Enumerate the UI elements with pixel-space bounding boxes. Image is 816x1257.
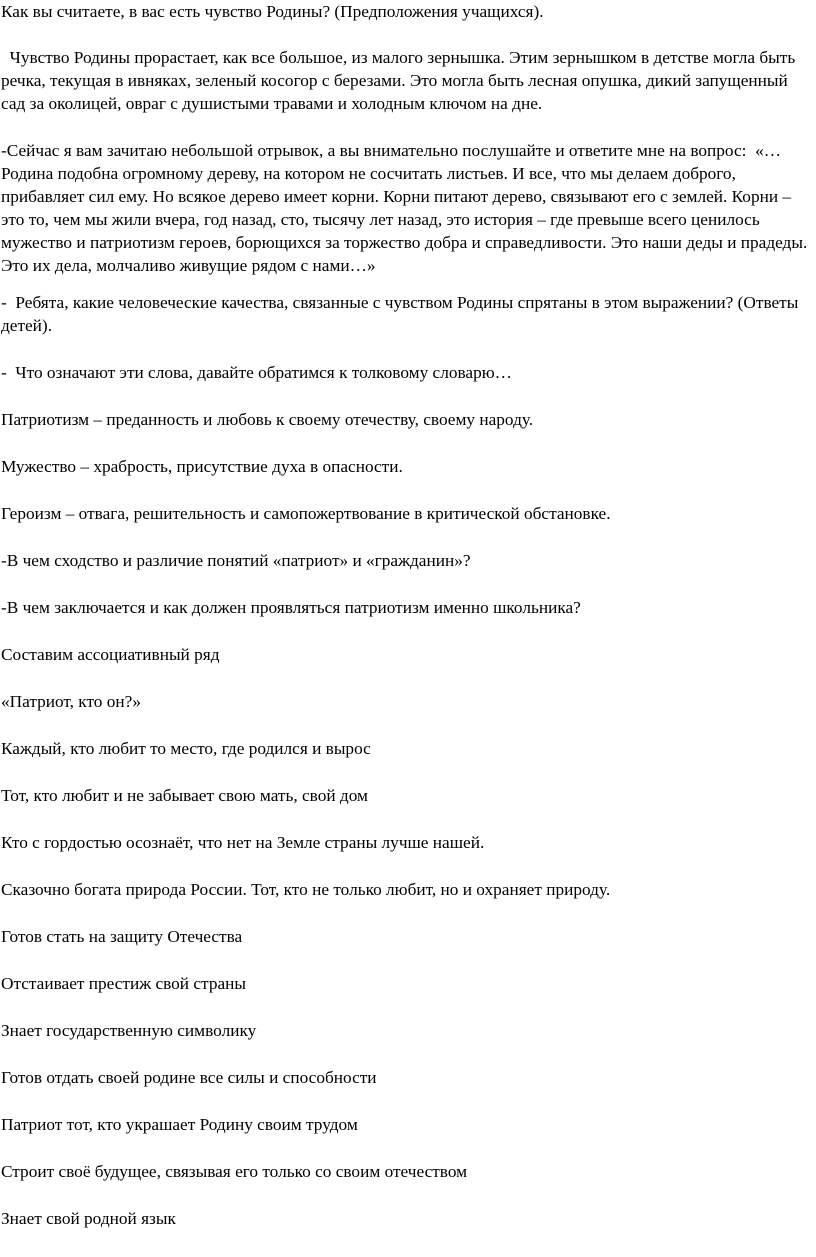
paragraph-homeland-seed: Чувство Родины прорастает, как все большое, из малого зернышка. Этим зернышком в детстве могла быть речка, текущая в ивняках, зеленый косогор с березами. Это могла быть лесная опушка, дикий запущенный сад за околицей, овраг с душистыми травами и холодным ключом на дне. [1, 48, 800, 113]
association-item: Готов отдать своей родине все силы и способности [1, 1068, 377, 1087]
paragraph-dictionary-intro: - Что означают эти слова, давайте обратимся к толковому словарю… [1, 363, 512, 382]
definition-patriotism: Патриотизм – преданность и любовь к своему отечеству, своему народу. [1, 410, 534, 429]
association-item: Тот, кто любит и не забывает свою мать, свой дом [1, 786, 368, 805]
association-item: Знает свой родной язык [1, 1209, 176, 1228]
definition-heroism: Героизм – отвага, решительность и самопожертвование в критической обстановке. [1, 504, 611, 523]
association-item: Отстаивает престиж свой страны [1, 974, 246, 993]
association-item: Каждый, кто любит то место, где родился и вырос [1, 739, 371, 758]
association-item: Кто с гордостью осознаёт, что нет на Земле страны лучше нашей. [1, 833, 485, 852]
association-item: Готов стать на защиту Отечества [1, 927, 243, 946]
question-patriot-citizen: -В чем сходство и различие понятий «патриот» и «гражданин»? [1, 551, 471, 570]
association-item: Знает государственную символику [1, 1021, 257, 1040]
association-title: «Патриот, кто он?» [1, 692, 141, 711]
question-schoolchild-patriotism: -В чем заключается и как должен проявляться патриотизм именно школьника? [1, 598, 581, 617]
definition-courage: Мужество – храбрость, присутствие духа в опасности. [1, 457, 403, 476]
association-item: Патриот тот, кто украшает Родину своим трудом [1, 1115, 358, 1134]
paragraph-question-intro: Как вы считаете, в вас есть чувство Родины? (Предположения учащихся). [1, 2, 544, 21]
association-item: Строит своё будущее, связывая его только со своим отечеством [1, 1162, 468, 1181]
association-heading: Составим ассоциативный ряд [1, 645, 220, 664]
association-item: Сказочно богата природа России. Тот, кто не только любит, но и охраняет природу. [1, 880, 611, 899]
paragraph-reading-excerpt: -Сейчас я вам зачитаю небольшой отрывок, а вы внимательно послушайте и ответите мне на вопрос: «…Родина подобна огромному дереву, на котором не сосчитать листьев. И все, что мы делаем доброго, прибавляет сил ему. Но всякое дерево имеет корни. Корни питают дерево, связывают его с землей. Корни – это то, чем мы жили вчера, год назад, сто, тысячу лет назад, это история – где превыше всего ценилось мужество и патриотизм героев, борющихся за торжество добра и справедливости. Это наши деды и прадеды. Это их дела, молчаливо живущие рядом с нами…» [1, 141, 812, 275]
paragraph-qualities-question: - Ребята, какие человеческие качества, связанные с чувством Родины спрятаны в этом выражении? (Ответы детей). [1, 293, 803, 335]
